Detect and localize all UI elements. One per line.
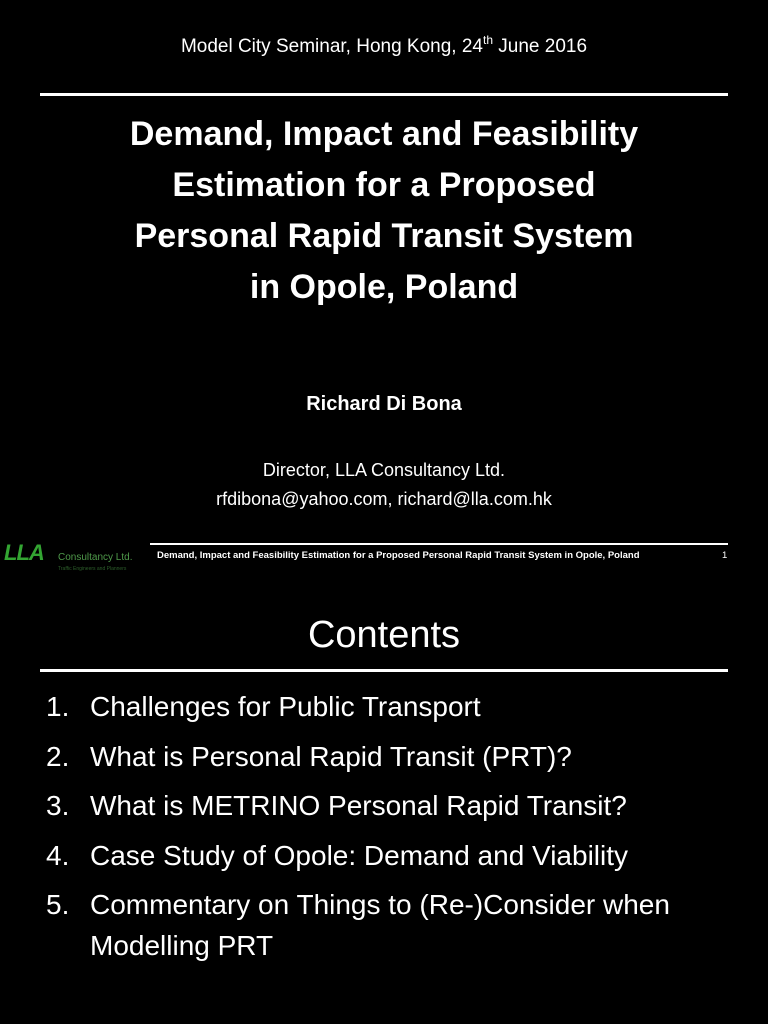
logo-subtitle: Consultancy Ltd.	[58, 552, 133, 563]
list-item-text: What is Personal Rapid Transit (PRT)?	[90, 740, 572, 772]
list-item	[0, 686, 768, 727]
seminar-date: June 2016	[493, 36, 588, 57]
lla-logo	[4, 540, 150, 576]
author-affiliation-block	[0, 456, 768, 514]
logo-tagline: Traffic Engineers and Planners	[58, 566, 127, 572]
list-item	[0, 736, 768, 777]
list-item-number: 4.	[46, 839, 70, 871]
author-emails: rfdibona@yahoo.com, richard@lla.com.hk	[216, 489, 552, 509]
footer-title: Demand, Impact and Feasibility Estimation for a Proposed Personal Rapid Transit System in Opole, Poland	[157, 550, 640, 561]
list-item-text: Challenges for Public Transport	[90, 691, 481, 722]
author-affiliation: Director, LLA Consultancy Ltd.	[262, 460, 506, 480]
contents-divider	[40, 669, 728, 672]
list-item-text: What is METRINO Personal Rapid Transit?	[90, 790, 627, 821]
list-item	[0, 884, 768, 966]
list-item-number: 2.	[46, 740, 70, 772]
title-line: Estimation for a Proposed	[172, 166, 596, 204]
header-divider	[40, 93, 728, 96]
list-item-number: 5.	[46, 889, 70, 920]
list-item-text: Case Study of Opole: Demand and Viability	[90, 839, 629, 871]
seminar-text: Model City Seminar, Hong Kong, 24	[180, 36, 483, 57]
list-item-text: Commentary on Things to (Re-)Consider when Modelling PRT	[90, 889, 670, 961]
list-item-number: 1.	[46, 691, 70, 722]
presentation-title	[40, 109, 728, 313]
contents-list	[0, 686, 768, 975]
author-name: Richard Di Bona	[306, 393, 462, 415]
list-item	[0, 785, 768, 826]
contents-title: Contents	[307, 614, 461, 656]
list-item-number: 3.	[46, 790, 70, 821]
slide-footer	[0, 540, 768, 580]
page-number: 1	[722, 550, 728, 561]
logo-wordmark: LLA	[4, 540, 44, 565]
footer-divider	[150, 543, 728, 545]
title-line: Demand, Impact and Feasibility	[129, 115, 639, 153]
title-line: in Opole, Poland	[249, 268, 519, 306]
seminar-header	[0, 33, 768, 58]
contents-slide	[0, 580, 768, 1024]
title-line: Personal Rapid Transit System	[134, 217, 634, 255]
seminar-ordinal: th	[483, 33, 494, 47]
list-item	[0, 835, 768, 876]
